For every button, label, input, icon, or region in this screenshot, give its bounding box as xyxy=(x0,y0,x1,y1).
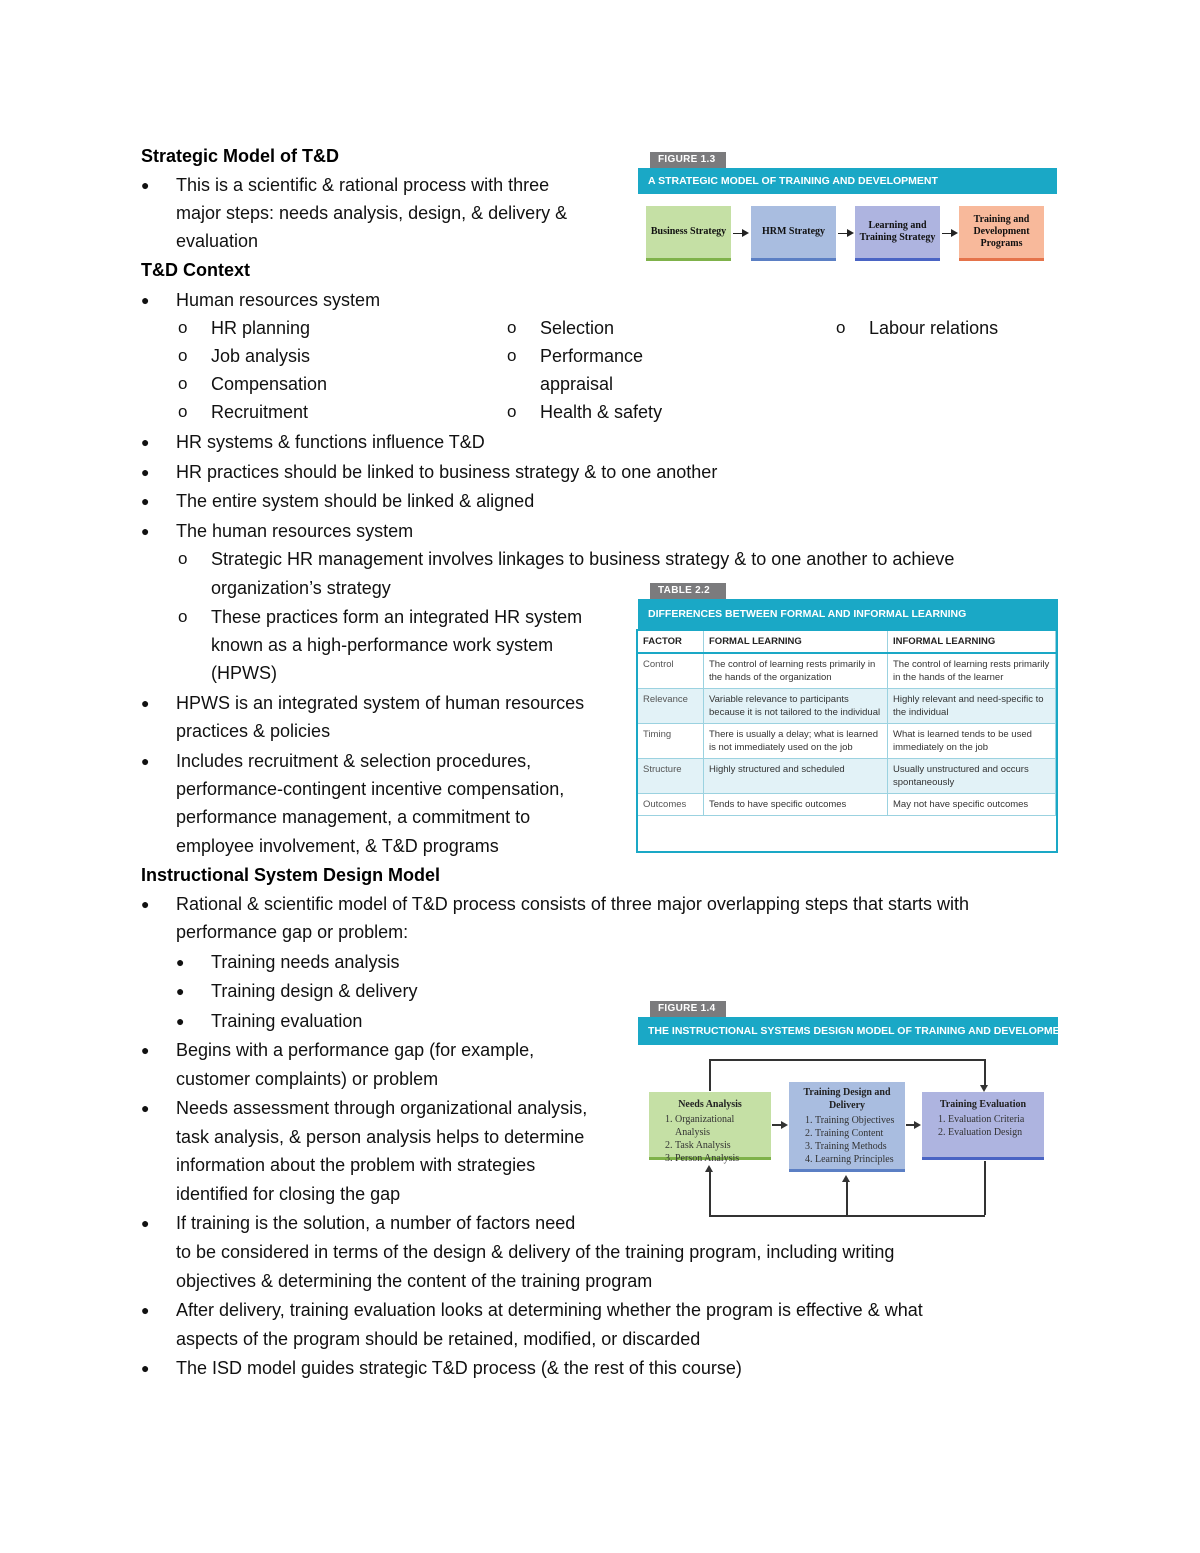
connector-line xyxy=(709,1172,711,1216)
table-cell: Variable relevance to participants because it is not tailored to the individual xyxy=(704,689,888,724)
sub-bullet-o: o xyxy=(507,318,517,337)
arrow-right-icon xyxy=(781,1121,788,1129)
arrow-down-icon xyxy=(980,1085,988,1092)
text-line: The entire system should be linked & aligned xyxy=(176,491,535,511)
connector-line xyxy=(709,1059,711,1091)
connector-line xyxy=(709,1059,985,1061)
box-business-strategy: Business Strategy xyxy=(646,206,731,261)
box-td-programs: Training and Development Programs xyxy=(959,206,1044,261)
bullet-dot: ● xyxy=(141,464,150,480)
bullet-dot: ● xyxy=(176,983,185,999)
heading-td-context: T&D Context xyxy=(141,260,250,280)
box-title: Needs Analysis xyxy=(678,1099,742,1110)
list-item: Labour relations xyxy=(869,318,999,338)
text-line: employee involvement, & T&D programs xyxy=(176,836,499,856)
sub-bullet-o: o xyxy=(178,346,188,365)
text-line: performance-contingent incentive compensation, xyxy=(176,779,565,799)
bullet-dot: ● xyxy=(141,896,150,912)
evaluation-list xyxy=(926,1113,1040,1139)
list-item: Training evaluation xyxy=(211,1011,363,1031)
box-title: Training Evaluation xyxy=(939,1099,1027,1110)
sub-bullet-o: o xyxy=(178,318,188,337)
needs-list xyxy=(653,1113,767,1165)
box-learning-training-strategy: Learning and Training Strategy xyxy=(855,206,940,261)
text-line: information about the problem with strategies xyxy=(176,1155,536,1175)
list-item: 4. Learning Principles xyxy=(815,1153,901,1166)
connector-line xyxy=(984,1161,986,1215)
column-header: INFORMAL LEARNING xyxy=(888,631,1056,653)
list-item: Compensation xyxy=(211,374,328,394)
text-line: The ISD model guides strategic T&D process (& the rest of this course) xyxy=(176,1358,742,1378)
sub-bullet-o: o xyxy=(507,402,517,421)
bullet-dot: ● xyxy=(141,523,150,539)
sub-bullet-o: o xyxy=(178,607,188,626)
table-title: DIFFERENCES BETWEEN FORMAL AND INFORMAL LEARNING xyxy=(638,599,1058,629)
sub-bullet-o: o xyxy=(178,549,188,568)
sub-bullet-o: o xyxy=(178,374,188,393)
arrow-right-icon xyxy=(914,1121,921,1129)
list-item: 1. Training Objectives xyxy=(815,1114,901,1127)
bullet-dot: ● xyxy=(141,753,150,769)
sub-bullet-o: o xyxy=(178,402,188,421)
table-cell: The control of learning rests primarily in the hands of the learner xyxy=(888,653,1056,689)
column-header: FACTOR xyxy=(638,631,704,653)
box-training-design-delivery xyxy=(789,1082,905,1172)
bullet-dot: ● xyxy=(141,292,150,308)
connector-line xyxy=(846,1182,848,1216)
bullet-dot: ● xyxy=(141,434,150,450)
arrow-up-icon xyxy=(842,1175,850,1182)
text-line: These practices form an integrated HR system xyxy=(211,607,583,627)
text-line: After delivery, training evaluation looks at determining whether the program is effective & what xyxy=(176,1300,923,1320)
bullet-dot: ● xyxy=(141,1100,150,1116)
text-line: performance gap or problem: xyxy=(176,922,409,942)
sub-bullet-o: o xyxy=(507,346,517,365)
list-item: appraisal xyxy=(540,374,614,394)
list-item: Performance xyxy=(540,346,644,366)
figure-title: THE INSTRUCTIONAL SYSTEMS DESIGN MODEL OF TRAINING AND DEVELOPMENT xyxy=(638,1017,1058,1045)
table-cell: Outcomes xyxy=(638,794,704,816)
box-title: Training Design and Delivery xyxy=(803,1087,891,1111)
figure-tab: FIGURE 1.3 xyxy=(650,152,726,168)
table-cell: Relevance xyxy=(638,689,704,724)
formal-informal-table xyxy=(638,631,1056,816)
bullet-dot: ● xyxy=(141,1042,150,1058)
list-item: 2. Task Analysis xyxy=(675,1139,767,1152)
table-cell: Highly structured and scheduled xyxy=(704,759,888,794)
list-item: Training design & delivery xyxy=(211,981,418,1001)
bullet-dot: ● xyxy=(141,177,150,193)
heading-isd-model: Instructional System Design Model xyxy=(141,865,441,885)
box-hrm-strategy: HRM Strategy xyxy=(751,206,836,261)
table-cell: There is usually a delay; what is learned is not immediately used on the job xyxy=(704,724,888,759)
arrow-right-icon xyxy=(942,233,956,234)
list-item: Training needs analysis xyxy=(211,952,400,972)
box-needs-analysis xyxy=(649,1092,771,1164)
text-line: known as a high-performance work system xyxy=(211,635,554,655)
table-cell: Structure xyxy=(638,759,704,794)
table-tab: TABLE 2.2 xyxy=(650,583,726,599)
text-line: customer complaints) or problem xyxy=(176,1069,439,1089)
table-cell: May not have specific outcomes xyxy=(888,794,1056,816)
table-cell: The control of learning rests primarily in the hands of the organization xyxy=(704,653,888,689)
table-cell: What is learned tends to be used immediately on the job xyxy=(888,724,1056,759)
column-header: FORMAL LEARNING xyxy=(704,631,888,653)
table-row xyxy=(638,724,1056,759)
text-line: Human resources system xyxy=(176,290,381,310)
table-row xyxy=(638,759,1056,794)
text-line: Rational & scientific model of T&D process consists of three major overlapping steps that starts with xyxy=(176,894,970,914)
list-item: Selection xyxy=(540,318,615,338)
bullet-dot: ● xyxy=(176,954,185,970)
text-line: If training is the solution, a number of factors need xyxy=(176,1213,576,1233)
text-line: HR systems & functions influence T&D xyxy=(176,432,485,452)
bullet-dot: ● xyxy=(141,1215,150,1231)
connector-line xyxy=(984,1059,986,1086)
figure-tab: FIGURE 1.4 xyxy=(650,1001,726,1017)
bullet-dot: ● xyxy=(176,1013,185,1029)
list-item: 3. Person Analysis xyxy=(675,1152,767,1165)
text-line: This is a scientific & rational process with three xyxy=(176,175,550,195)
text-line: Begins with a performance gap (for example, xyxy=(176,1040,535,1060)
text-line: major steps: needs analysis, design, & delivery & xyxy=(176,203,568,223)
arrow-right-icon xyxy=(838,233,852,234)
table-row xyxy=(638,689,1056,724)
text-line: The human resources system xyxy=(176,521,414,541)
box-training-evaluation xyxy=(922,1092,1044,1160)
table-cell: Timing xyxy=(638,724,704,759)
list-item: Job analysis xyxy=(211,346,311,366)
table-frame xyxy=(636,629,1058,853)
text-line: objectives & determining the content of the training program xyxy=(176,1271,653,1291)
table-cell: Usually unstructured and occurs spontaneously xyxy=(888,759,1056,794)
list-item: 2. Evaluation Design xyxy=(948,1126,1040,1139)
design-list xyxy=(793,1114,901,1166)
table-header-row xyxy=(638,631,1056,653)
bullet-dot: ● xyxy=(141,1360,150,1376)
text-line: HR practices should be linked to business strategy & to one another xyxy=(176,462,718,482)
bullet-dot: ● xyxy=(141,1302,150,1318)
table-row xyxy=(638,653,1056,689)
text-line: aspects of the program should be retained, modified, or discarded xyxy=(176,1329,701,1349)
heading-strategic-model: Strategic Model of T&D xyxy=(141,146,340,166)
text-line: evaluation xyxy=(176,231,259,251)
arrow-right-icon xyxy=(733,233,747,234)
sub-bullet-o: o xyxy=(836,318,846,337)
table-row xyxy=(638,794,1056,816)
list-item: HR planning xyxy=(211,318,311,338)
arrow-up-icon xyxy=(705,1165,713,1172)
text-line: (HPWS) xyxy=(211,663,277,683)
list-item: 3. Training Methods xyxy=(815,1140,901,1153)
figure-title: A STRATEGIC MODEL OF TRAINING AND DEVELOPMENT xyxy=(638,168,1057,194)
text-line: practices & policies xyxy=(176,721,331,741)
text-line: HPWS is an integrated system of human resources xyxy=(176,693,585,713)
text-line: Strategic HR management involves linkages to business strategy & to one another to achieve xyxy=(211,549,955,569)
text-line: to be considered in terms of the design & delivery of the training program, including writing xyxy=(176,1242,895,1262)
list-item: Recruitment xyxy=(211,402,309,422)
list-item: 1. Organizational Analysis xyxy=(675,1113,767,1139)
table-cell: Control xyxy=(638,653,704,689)
table-cell: Tends to have specific outcomes xyxy=(704,794,888,816)
text-line: Needs assessment through organizational analysis, xyxy=(176,1098,588,1118)
text-line: performance management, a commitment to xyxy=(176,807,531,827)
text-line: task analysis, & person analysis helps to determine xyxy=(176,1127,585,1147)
table-cell: Highly relevant and need-specific to the individual xyxy=(888,689,1056,724)
list-item: 1. Evaluation Criteria xyxy=(948,1113,1040,1126)
text-line: Includes recruitment & selection procedures, xyxy=(176,751,532,771)
list-item: 2. Training Content xyxy=(815,1127,901,1140)
text-line: organization’s strategy xyxy=(211,578,391,598)
text-line: identified for closing the gap xyxy=(176,1184,401,1204)
bullet-dot: ● xyxy=(141,493,150,509)
bullet-dot: ● xyxy=(141,695,150,711)
list-item: Health & safety xyxy=(540,402,663,422)
